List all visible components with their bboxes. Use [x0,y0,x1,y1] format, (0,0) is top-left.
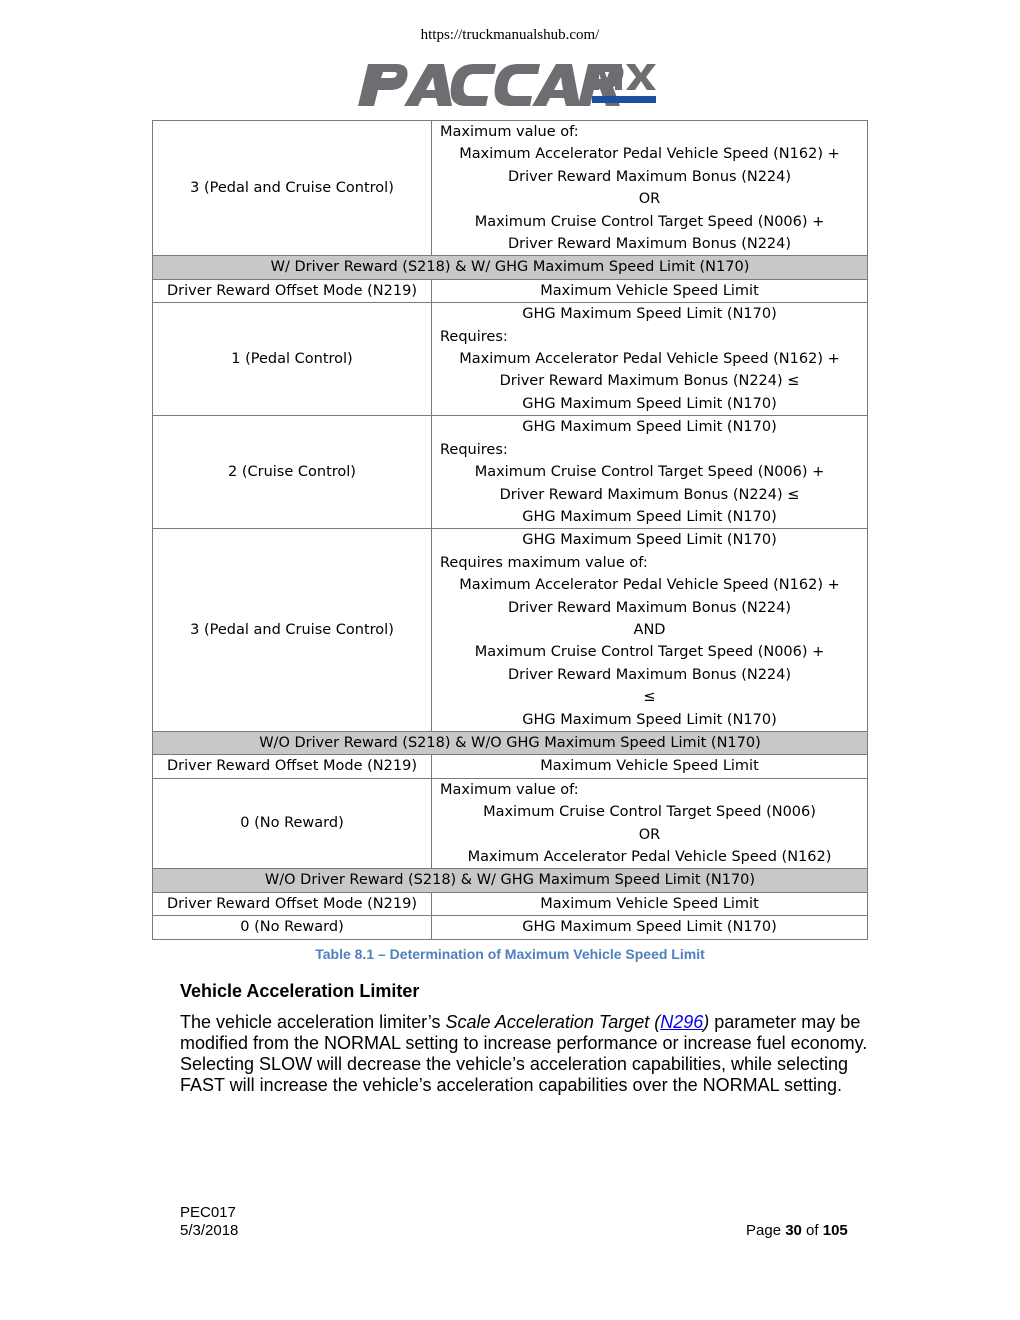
limit-line: Driver Reward Maximum Bonus (N224) [507,599,792,616]
page-number: Page 30 of 105 [746,1222,848,1239]
limit-line: OR [638,191,661,208]
limit-cell [432,778,868,869]
column-header-mode: Driver Reward Offset Mode (N219) [153,279,432,302]
table-row [153,416,868,529]
limit-line: Maximum Accelerator Pedal Vehicle Speed (N162) + [459,146,840,163]
mode-cell: 2 (Cruise Control) [153,416,432,529]
limit-line: AND [633,621,666,638]
limit-cell [432,916,868,939]
table-row [153,529,868,732]
table-row [153,916,868,939]
limit-line: OR [638,826,661,843]
section-title: W/O Driver Reward (S218) & W/ GHG Maximum Speed Limit (N170) [153,869,868,892]
section-title: W/O Driver Reward (S218) & W/O GHG Maximum Speed Limit (N170) [153,731,868,754]
doc-id: PEC017 [180,1204,236,1221]
limit-cell [432,303,868,416]
limit-line: GHG Maximum Speed Limit (N170) [522,919,777,936]
table-section-row [153,869,868,892]
limit-cell [432,121,868,256]
source-url[interactable]: https://truckmanualshub.com/ [420,27,600,43]
column-header-limit: Maximum Vehicle Speed Limit [432,755,868,778]
limit-line: Maximum Cruise Control Target Speed (N006) + [474,644,825,661]
limit-line: Requires: [440,441,508,458]
limit-line: Driver Reward Maximum Bonus (N224) [507,168,792,185]
section-heading: Vehicle Acceleration Limiter [180,981,420,1001]
mode-cell: 0 (No Reward) [153,778,432,869]
column-header-limit: Maximum Vehicle Speed Limit [432,892,868,915]
limit-line: Maximum Accelerator Pedal Vehicle Speed (N162) [467,849,832,865]
param-link-n296[interactable]: N296 [660,1012,704,1032]
table-header-row [153,892,868,915]
limit-line: Requires maximum value of: [440,554,648,571]
footer-left [180,1204,238,1240]
table-row [153,778,868,869]
limit-line: Maximum Cruise Control Target Speed (N006) + [474,213,825,230]
doc-date: 5/3/2018 [180,1222,239,1239]
column-header-limit: Maximum Vehicle Speed Limit [432,279,868,302]
table-section-row [153,731,868,754]
limit-line: GHG Maximum Speed Limit (N170) [522,306,777,323]
limit-line: Driver Reward Maximum Bonus (N224) [507,666,792,683]
paccar-wordmark [358,64,624,106]
limit-line: Maximum Cruise Control Target Speed (N006) [483,804,816,821]
table-caption: Table 8.1 – Determination of Maximum Vehicle Speed Limit [315,946,705,962]
current-page: 30 [785,1222,802,1239]
limit-line: Maximum Accelerator Pedal Vehicle Speed (N162) + [459,351,840,368]
limit-line: Driver Reward Maximum Bonus (N224) [507,236,792,253]
table-section-row [153,256,868,279]
limit-line: Maximum Cruise Control Target Speed (N006) + [474,464,825,481]
mode-cell: 0 (No Reward) [153,916,432,939]
limit-line: Maximum value of: [440,781,579,798]
limit-line: Maximum value of: [440,124,579,140]
limit-line: ≤ [643,689,656,706]
limit-line: GHG Maximum Speed Limit (N170) [522,711,777,728]
mode-cell: 3 (Pedal and Cruise Control) [153,529,432,732]
param-name: Scale Acceleration Target (N296) [445,1012,710,1032]
limit-cell [432,416,868,529]
column-header-mode: Driver Reward Offset Mode (N219) [153,755,432,778]
table-row [153,303,868,416]
limit-line: Requires: [440,328,508,345]
body-paragraph [180,1012,880,1096]
para-pre: The vehicle acceleration limiter’s [180,1012,446,1032]
limit-line: Driver Reward Maximum Bonus (N224) ≤ [499,486,800,503]
speed-limit-table [152,120,868,940]
limit-line: GHG Maximum Speed Limit (N170) [522,508,777,525]
limit-line: Maximum Accelerator Pedal Vehicle Speed (N162) + [459,577,840,594]
mode-cell: 3 (Pedal and Cruise Control) [153,121,432,256]
mx-underline [592,96,656,103]
table-header-row [153,279,868,302]
section-title: W/ Driver Reward (S218) & W/ GHG Maximum Speed Limit (N170) [153,256,868,279]
paccar-mx-logo [356,62,666,108]
limit-line: GHG Maximum Speed Limit (N170) [522,532,777,549]
total-pages: 105 [822,1222,848,1239]
para-post: parameter may be modified from the NORMAL setting to increase performance or increase fuel economy. Selecting SLOW will decrease the vehicle’s acceleration capabilities, while selecting FAST will increase the vehicle’s acceleration capabilities over the NORMAL setting. [180,1012,868,1095]
limit-line: GHG Maximum Speed Limit (N170) [522,395,777,412]
limit-line: Driver Reward Maximum Bonus (N224) ≤ [499,373,800,390]
limit-cell [432,529,868,732]
table-header-row [153,755,868,778]
column-header-mode: Driver Reward Offset Mode (N219) [153,892,432,915]
limit-line: GHG Maximum Speed Limit (N170) [522,419,777,436]
mode-cell: 1 (Pedal Control) [153,303,432,416]
table-row [153,121,868,256]
